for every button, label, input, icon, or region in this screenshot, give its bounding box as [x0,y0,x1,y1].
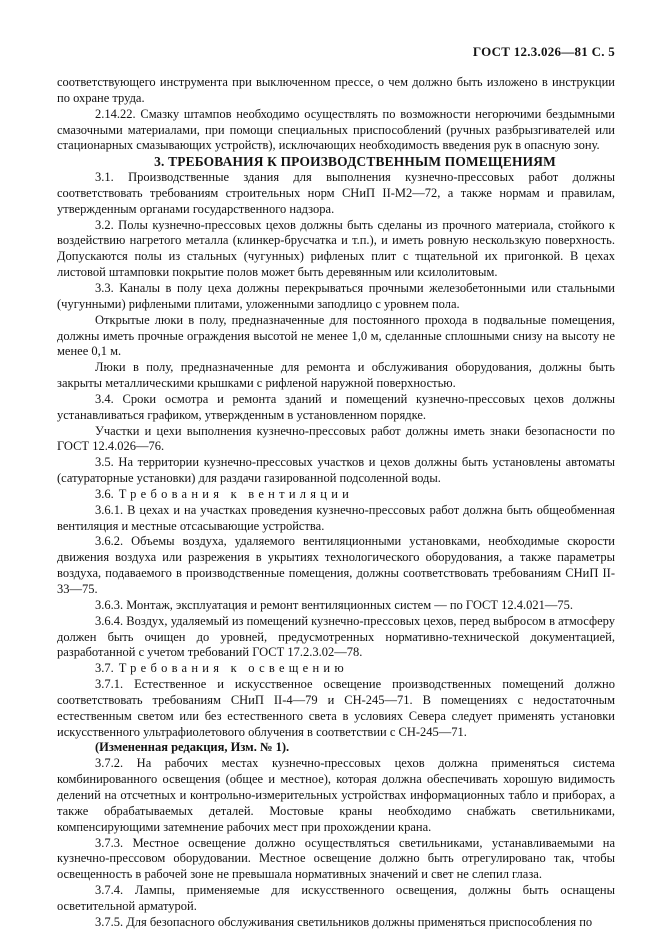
paragraph: 2.14.22. Смазку штампов необходимо осуществлять по возможности негорючими бездымными смазочными материалами, при помощи специальных приспособлений (ручных разбрызгивателей или стационарных смазывающих устройств), исключающих необходимость введения рук в опасную зону. [57,106,615,153]
running-header [57,44,615,60]
paragraph: Участки и цехи выполнения кузнечно-прессовых работ должны иметь знаки безопасности по ГОСТ 12.4.026—76. [57,423,615,454]
subsection-label: Требования к вентиляции [118,486,354,501]
paragraph: 3.7.4. Лампы, применяемые для искусственного освещения, должны быть оснащены осветительной арматурой. [57,883,615,913]
subsection-heading-lighting [57,661,615,677]
paragraph: 3.3. Каналы в полу цеха должны перекрываться прочными железобетонными или стальными (чугунными) рифлеными плитами, уложенными заподлицо с уровнем пола. [57,280,615,311]
section-heading: 3. ТРЕБОВАНИЯ К ПРОИЗВОДСТВЕННЫМ ПОМЕЩЕНИЯМ [154,154,556,170]
paragraph: 3.7.2. На рабочих местах кузнечно-прессовых цехов должна применяться система комбинированного освещения (общее и местное), которая должна обеспечивать хорошую видимость делений на отсчетных и контрольно-измерительных устройствах информационных табло и приборах, а также обрабатываемых деталей. Мостовые краны необходимо снабжать светильниками, компенсирующими затемнение рабочих мест при прохождении крана. [57,756,615,834]
subsection-heading-ventilation [57,487,615,503]
gost-page-reference: ГОСТ 12.3.026—81 С. 5 [472,44,615,59]
paragraph: 3.6.1. В цехах и на участках проведения кузнечно-прессовых работ должна быть общеобменная вентиляция и местные отсасывающие устройства. [57,502,615,533]
subsection-number: 3.6. [95,486,114,501]
paragraph: 3.6.3. Монтаж, эксплуатация и ремонт вентиляционных систем — по ГОСТ 12.4.021—75. [95,597,573,612]
paragraph: 3.6.2. Объемы воздуха, удаляемого вентиляционными установками, необходимые скорости движения воздуха или разрежения в укрытиях технологического оборудования, а также параметры воздуха, подаваемого в производственные помещения, должны соответствовать требованиям СНиП II-33—75. [57,534,615,596]
paragraph: 3.2. Полы кузнечно-прессовых цехов должны быть сделаны из прочного материала, стойкого к воздействию нагретого металла (клинкер-брусчатка и т.п.), и иметь ровную нескользкую поверхность. Допускаются полы из стальных (чугунных) рифленых плит с тщательной их пригонкой. В цехах листовой штамповки покрытие полов может быть деревянным или ксилолитовым. [57,217,615,280]
paragraph: 3.5. На территории кузнечно-прессовых участков и цехов должны быть установлены автоматы (сатураторные установки) для раздачи газированной подсоленной воды. [57,455,615,486]
paragraph: Люки в полу, предназначенные для ремонта и обслуживания оборудования, должны быть закрыты металлическими крышками с рифленой наружной поверхностью. [57,360,615,391]
subsection-label: Требования к освещению [118,661,348,676]
paragraph: 3.7.1. Естественное и искусственное освещение производственных помещений должно соответствовать требованиям СНиП II-4—79 и СН-245—71. В помещениях с недостаточным естественным светом или без естественного света в условиях Севера следует применять установки искусственного ультрафиолетового облучения в соответствии с СН-245—71. [57,677,615,739]
paragraph: 3.6.4. Воздух, удаляемый из помещений кузнечно-прессовых цехов, перед выбросом в атмосферу должен быть очищен до уровней, предусмотренных нормативно-технической документацией, разработанной с учетом требований ГОСТ 17.2.3.02—78. [57,613,615,660]
paragraph-continuation: соответствующего инструмента при выключенном прессе, о чем должно быть изложено в инструкции по охране труда. [57,75,615,105]
paragraph: 3.7.5. Для безопасного обслуживания светильников должны применяться приспособления по [95,914,593,929]
paragraph: 3.7.3. Местное освещение должно осуществляться светильниками, устанавливаемыми на кузнечно-прессовом оборудовании. Местное освещение должно быть отрегулировано так, чтобы освещенность в рабочей зоне не превышала нормативных значений и свет не слепил глаза. [57,835,615,882]
paragraph: 3.1. Производственные здания для выполнения кузнечно-прессовых работ должны соответствовать требованиям строительных норм СНиП II-М2—72, а также нормам и правилам, утвержденным органами государственного надзора. [57,170,615,216]
paragraph: 3.4. Сроки осмотра и ремонта зданий и помещений кузнечно-прессовых цехов должны устанавливаться графиком, утвержденным в установленном порядке. [57,391,615,422]
amendment-note: (Измененная редакция, Изм. № 1). [95,740,290,755]
subsection-number: 3.7. [95,661,114,676]
paragraph: Открытые люки в полу, предназначенные для постоянного прохода в подвальные помещения, должны иметь прочные ограждения высотой не менее 1,0 м, сделанные сплошными снизу на высоту не менее 0,1 м. [57,312,615,359]
document-body [57,75,615,931]
